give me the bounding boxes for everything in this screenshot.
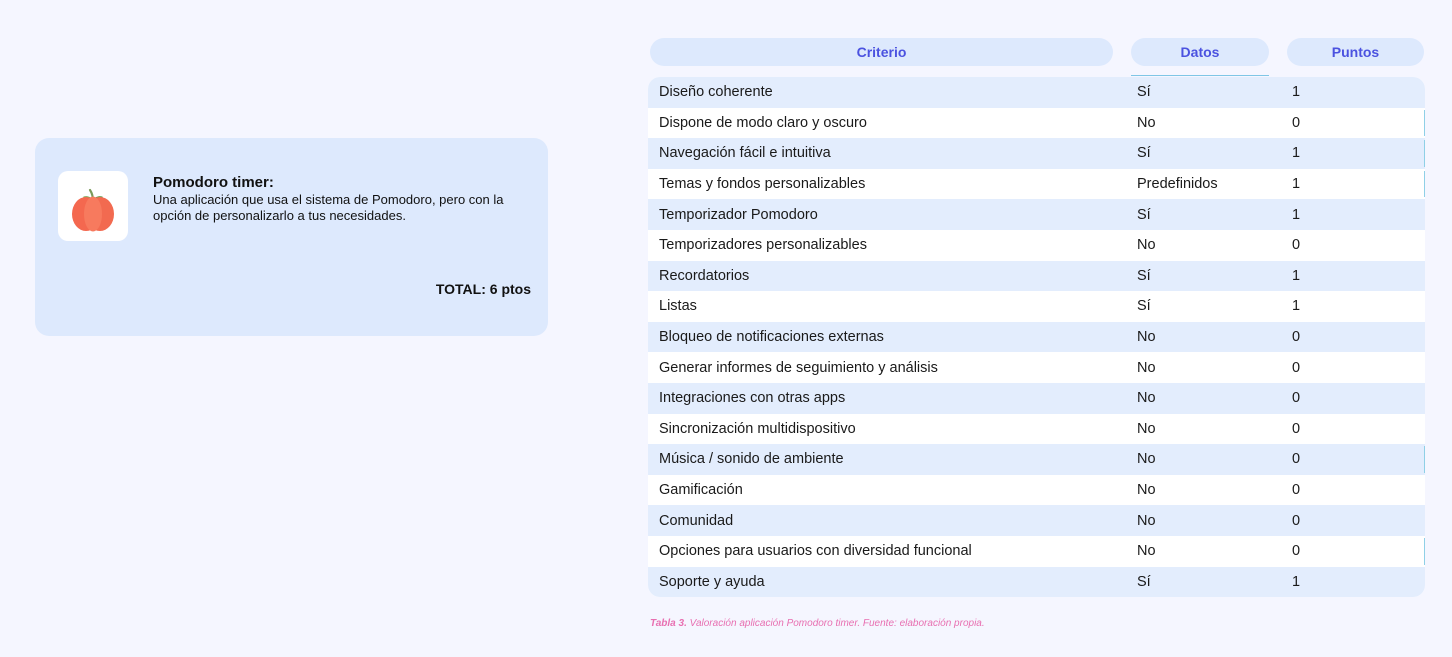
cell-datos: No xyxy=(1137,114,1156,131)
table-header xyxy=(648,38,1425,66)
app-title: Pomodoro timer: xyxy=(153,174,274,191)
cell-datos: Sí xyxy=(1137,573,1151,590)
cell-criterio: Temporizadores personalizables xyxy=(659,237,867,254)
table-row xyxy=(648,108,1425,139)
cell-puntos: 0 xyxy=(1292,390,1301,407)
app-total xyxy=(436,281,531,297)
cell-datos: Sí xyxy=(1137,298,1151,315)
table-body xyxy=(648,77,1425,597)
table-row xyxy=(648,444,1425,475)
cell-criterio: Temporizador Pomodoro xyxy=(659,206,818,223)
cell-datos: No xyxy=(1137,482,1156,499)
app-card xyxy=(35,138,548,336)
cell-datos: Sí xyxy=(1137,206,1151,223)
cell-puntos: 1 xyxy=(1292,145,1301,162)
cell-puntos: 1 xyxy=(1292,206,1301,223)
cell-puntos: 0 xyxy=(1292,359,1301,376)
cell-datos: No xyxy=(1137,359,1156,376)
cell-puntos: 0 xyxy=(1292,512,1301,529)
cell-puntos: 1 xyxy=(1292,84,1301,101)
cell-datos: No xyxy=(1137,543,1156,560)
cell-puntos: 0 xyxy=(1292,482,1301,499)
cell-criterio: Bloqueo de notificaciones externas xyxy=(659,329,884,346)
total-value: 6 ptos xyxy=(489,281,531,297)
cell-criterio: Gamificación xyxy=(659,482,743,499)
cell-datos: Predefinidos xyxy=(1137,176,1218,193)
cell-datos: Sí xyxy=(1137,267,1151,284)
cell-criterio: Recordatorios xyxy=(659,267,750,284)
cell-criterio: Generar informes de seguimiento y análisis xyxy=(659,359,938,376)
header-puntos: Puntos xyxy=(1287,38,1424,66)
table-row xyxy=(648,414,1425,445)
cell-puntos: 0 xyxy=(1292,543,1301,560)
table-row xyxy=(648,322,1425,353)
row-edge xyxy=(1424,140,1425,167)
table-row xyxy=(648,261,1425,292)
table-caption xyxy=(650,618,985,629)
cell-puntos: 0 xyxy=(1292,329,1301,346)
table-row xyxy=(648,475,1425,506)
table-row xyxy=(648,230,1425,261)
row-edge xyxy=(1424,538,1425,565)
cell-puntos: 1 xyxy=(1292,176,1301,193)
cell-criterio: Soporte y ayuda xyxy=(659,573,765,590)
cell-puntos: 0 xyxy=(1292,451,1301,468)
cell-puntos: 0 xyxy=(1292,114,1301,131)
row-edge xyxy=(1424,171,1425,198)
row-edge xyxy=(1424,446,1425,473)
header-criterio: Criterio xyxy=(650,38,1113,66)
cell-criterio: Integraciones con otras apps xyxy=(659,390,846,407)
total-label: TOTAL: xyxy=(435,281,486,297)
cell-criterio: Opciones para usuarios con diversidad funcional xyxy=(659,543,972,560)
cell-datos: No xyxy=(1137,420,1156,437)
cell-datos: Sí xyxy=(1137,84,1151,101)
table-row xyxy=(648,536,1425,567)
cell-puntos: 1 xyxy=(1292,298,1301,315)
cell-criterio: Listas xyxy=(659,298,697,315)
caption-text: Valoración aplicación Pomodoro timer. Fuente: elaboración propia. xyxy=(689,618,985,629)
evaluation-table xyxy=(648,38,1425,590)
table-row xyxy=(648,169,1425,200)
cell-criterio: Comunidad xyxy=(659,512,734,529)
cell-datos: No xyxy=(1137,390,1156,407)
tomato-icon xyxy=(58,171,128,241)
table-row xyxy=(648,138,1425,169)
cell-datos: Sí xyxy=(1137,145,1151,162)
table-row xyxy=(648,352,1425,383)
table-row xyxy=(648,77,1425,108)
cell-datos: No xyxy=(1137,329,1156,346)
cell-datos: No xyxy=(1137,451,1156,468)
table-row xyxy=(648,567,1425,598)
table-row xyxy=(648,505,1425,536)
cell-criterio: Música / sonido de ambiente xyxy=(659,451,844,468)
cell-criterio: Dispone de modo claro y oscuro xyxy=(659,114,867,131)
cell-puntos: 0 xyxy=(1292,420,1301,437)
cell-datos: No xyxy=(1137,237,1156,254)
header-datos: Datos xyxy=(1131,38,1269,66)
row-edge xyxy=(1424,110,1425,137)
caption-label: Tabla 3. xyxy=(650,618,687,629)
cell-criterio: Sincronización multidispositivo xyxy=(659,420,856,437)
cell-datos: No xyxy=(1137,512,1156,529)
app-description: Una aplicación que usa el sistema de Pomodoro, pero con la opción de personalizarlo a tus necesidades. xyxy=(153,192,504,223)
datos-underline xyxy=(1131,75,1269,76)
table-row xyxy=(648,291,1425,322)
cell-puntos: 0 xyxy=(1292,237,1301,254)
table-row xyxy=(648,199,1425,230)
cell-criterio: Temas y fondos personalizables xyxy=(659,176,866,193)
table-row xyxy=(648,383,1425,414)
cell-puntos: 1 xyxy=(1292,267,1301,284)
cell-puntos: 1 xyxy=(1292,573,1301,590)
cell-criterio: Navegación fácil e intuitiva xyxy=(659,145,831,162)
cell-criterio: Diseño coherente xyxy=(659,84,773,101)
